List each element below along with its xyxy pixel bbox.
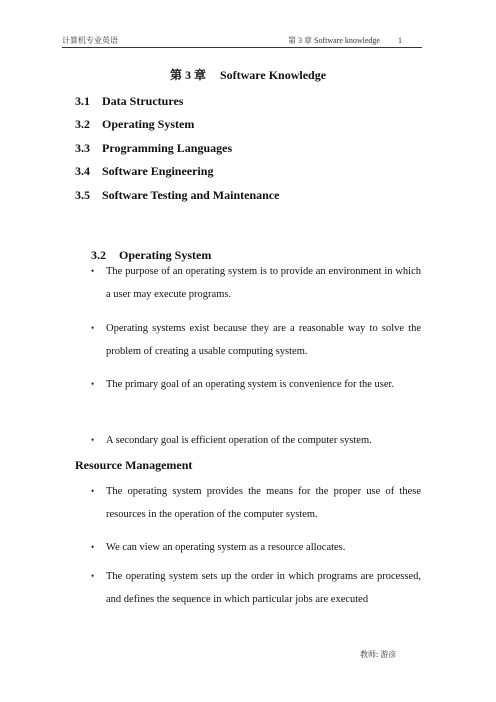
bullet-text: The primary goal of an operating system is convenience for the user. bbox=[106, 379, 395, 390]
page-header bbox=[62, 33, 422, 48]
toc-item bbox=[75, 117, 279, 140]
header-chapter-info bbox=[288, 35, 402, 46]
bullet-icon: • bbox=[91, 379, 95, 389]
toc-item-number: 3.3 bbox=[75, 140, 90, 155]
bullet-icon: • bbox=[91, 486, 95, 496]
toc-item bbox=[75, 164, 279, 187]
header-course-title: 计算机专业英语 bbox=[62, 36, 118, 45]
subsection-heading: Resource Management bbox=[75, 458, 193, 472]
toc-item-number: 3.5 bbox=[75, 187, 90, 202]
chapter-name: Software Knowledge bbox=[219, 68, 327, 82]
bullet-icon: • bbox=[91, 435, 95, 445]
bullet-item bbox=[91, 565, 421, 612]
bullet-item bbox=[91, 429, 421, 452]
bullet-text: A secondary goal is efficient operation of the computer system. bbox=[106, 435, 372, 446]
toc-item-label: Programming Languages bbox=[102, 140, 233, 155]
toc-item-label: Data Structures bbox=[102, 94, 184, 108]
bullet-text: Operating systems exist because they are a reasonable way to solve the problem of creating a usable computing system. bbox=[106, 323, 421, 358]
bullet-item bbox=[91, 536, 421, 559]
toc-item-number: 3.2 bbox=[75, 117, 90, 132]
section-title: Operating System bbox=[119, 248, 212, 262]
bullet-icon: • bbox=[91, 542, 95, 552]
header-chapter: 第 3 章 Software knowledge bbox=[288, 36, 380, 45]
section-number: 3.2 bbox=[91, 248, 106, 262]
page-footer: 教师: 游彦 bbox=[360, 650, 397, 659]
toc-item bbox=[75, 188, 279, 211]
bullet-item bbox=[91, 480, 421, 527]
toc-item-label: Software Engineering bbox=[102, 164, 214, 179]
toc-item bbox=[75, 141, 279, 164]
bullet-item bbox=[91, 317, 421, 364]
bullet-icon: • bbox=[91, 266, 95, 276]
bullet-icon: • bbox=[91, 571, 95, 581]
toc-item-number: 3.1 bbox=[75, 94, 90, 108]
toc-item bbox=[75, 94, 279, 117]
chapter-number: 第 3 章 bbox=[169, 68, 206, 82]
toc-item-number: 3.4 bbox=[75, 164, 90, 179]
toc-item-label: Software Testing and Maintenance bbox=[102, 187, 280, 202]
header-page-number: 1 bbox=[397, 36, 402, 45]
bullet-text: The operating system provides the means for the proper use of these resources in the operation of the computer system. bbox=[106, 486, 421, 521]
toc-item-label: Operating System bbox=[102, 117, 195, 132]
table-of-contents bbox=[75, 94, 279, 211]
chapter-title bbox=[0, 66, 496, 83]
bullet-item bbox=[91, 260, 421, 307]
bullet-icon: • bbox=[91, 323, 95, 333]
bullet-text: We can view an operating system as a resource allocates. bbox=[106, 542, 346, 553]
bullet-text: The operating system sets up the order in which programs are processed, and defines the sequence in which particular jobs are executed bbox=[106, 571, 421, 606]
bullet-item bbox=[91, 373, 421, 396]
bullet-text: The purpose of an operating system is to provide an environment in which a user may execute programs. bbox=[106, 266, 421, 301]
